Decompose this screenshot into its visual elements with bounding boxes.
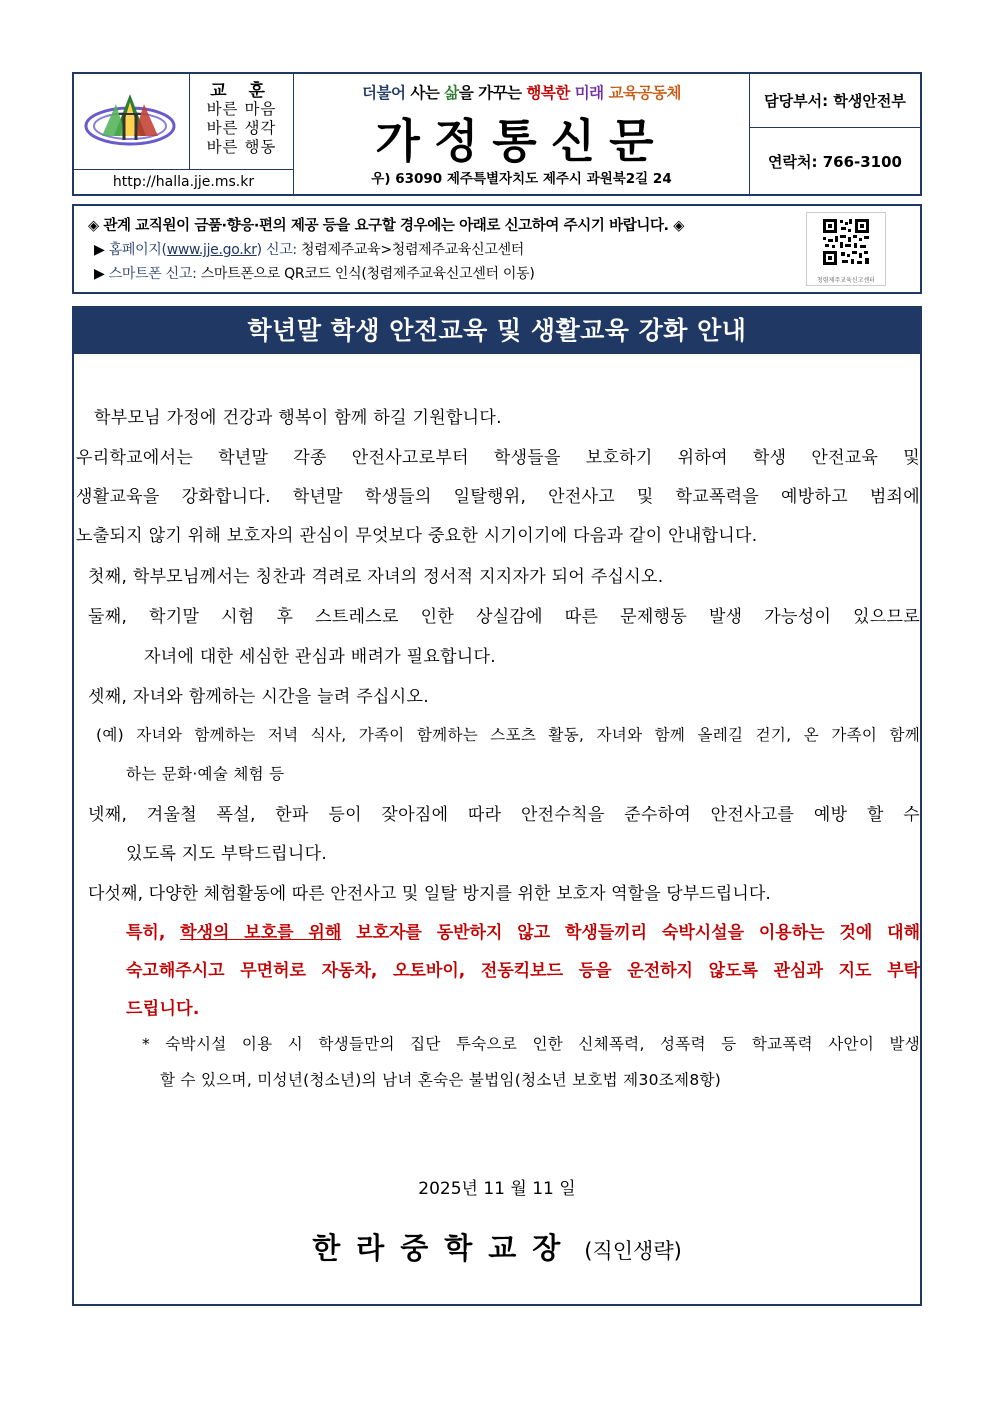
item-fourth-cont: 있도록 지도 부탁드립니다. [126,844,328,864]
item-fifth: 다섯째, 다양한 체험활동에 따른 안전사고 및 일탈 방지를 위한 보호자 역할을 당부드립니다. [88,884,771,904]
arrow-icon: ▶ [94,266,109,282]
item-second: 둘째, 학기말 시험 후 스트레스로 인한 상실감에 따른 문제행동 발생 가능성이 있으므로 [88,607,920,627]
item-third: 셋째, 자녀와 함께하는 시간을 늘려 주십시오. [88,687,429,707]
slogan-word: 삶 [444,84,459,102]
newsletter-title: 가정통신문 [375,114,668,168]
item-first: 첫째, 학부모님께서는 칭찬과 격려로 자녀의 정서적 지지자가 되어 주십시오. [88,567,664,587]
report-notice-box [72,204,922,294]
slogan-word: 사는 [405,84,445,102]
notice-title: 학년말 학생 안전교육 및 생활교육 강화 안내 [74,308,920,354]
example-line-cont: 하는 문화·예술 체험 등 [126,765,285,783]
report-smartphone-line [94,263,535,283]
emphasis-line [126,918,920,943]
smartphone-label: 스마트폰 신고: [108,266,201,282]
newsletter-title-block [294,74,750,196]
intro-line: 우리학교에서는 학년말 각종 안전사고로부터 학생들을 보호하기 위하여 학생 안전교육 및 [76,448,920,468]
slogan [294,81,749,103]
slogan-word: 미래 [569,84,609,102]
homepage-label-end: ) 신고: [256,242,301,258]
motto-line: 바른 행동 [206,138,277,156]
homepage-link[interactable]: www.jje.go.kr [166,242,257,258]
emphasis-line: 숙고해주시고 무면허로 자동차, 오토바이, 전동킥보드 등을 운전하지 않도록 관심과 지도 부탁 [126,961,920,981]
motto-title: 교 훈 [210,81,273,101]
notice-body [72,306,922,1306]
signature-block [74,1226,920,1267]
newsletter-header [72,72,922,196]
qr-caption: 청렴제주교육신고센터 [817,277,875,284]
slogan-word: 더불어 [362,84,406,102]
greeting: 학부모님 가정에 건강과 행복이 함께 하길 기원합니다. [94,408,502,428]
homepage-path: 청렴제주교육>청렴제주교육신고센터 [301,242,525,258]
report-homepage-line [94,239,524,259]
arrow-icon: ▶ [94,242,109,258]
contact-phone: 연락처: 766-3100 [768,153,902,171]
school-url[interactable]: http://halla.jje.ms.kr [74,170,294,196]
example-line: (예) 자녀와 함께하는 저녁 식사, 가족이 함께하는 스포츠 활동, 자녀와 함께 올레길 걷기, 온 가족이 함께 [96,726,920,744]
motto-line: 바른 생각 [206,119,277,137]
report-warning: ◈ 관계 교직원이 금품·향응·편의 제공 등을 요구할 경우에는 아래로 신고하여 주시기 바랍니다. ◈ [88,218,685,234]
smartphone-text: 스마트폰으로 QR코드 인식(청렴제주교육신고센터 이동) [200,266,535,282]
school-address: 우) 63090 제주특별자치도 제주시 과원북2길 24 [371,171,672,187]
item-second-cont: 자녀에 대한 세심한 관심과 배려가 필요합니다. [144,647,496,667]
intro-line: 노출되지 않기 위해 보호자의 관심이 무엇보다 중요한 시기이기에 다음과 같이 안내합니다. [76,526,758,546]
seal-note: (직인생략) [584,1239,682,1263]
department: 담당부서: 학생안전부 [750,74,920,128]
emphasis-prefix: 특히, [126,923,181,943]
school-logo [74,74,190,170]
issue-date: 2025년 11 월 11 일 [418,1179,576,1199]
school-motto [190,74,294,170]
motto-line: 바른 마음 [206,100,277,118]
homepage-label: 홈페이지( [108,242,167,258]
intro-line: 생활교육을 강화합니다. 학년말 학생들의 일탈행위, 안전사고 및 학교폭력을 예방하고 범죄에 [76,487,920,507]
slogan-word: 교육공동체 [608,84,681,102]
slogan-word: 행복한 [526,84,570,102]
principal-title: 한라중학교장 [312,1231,577,1265]
footnote-cont: 할 수 있으며, 미성년(청소년)의 남녀 혼숙은 불법임(청소년 보호법 제30조제8항) [160,1071,722,1089]
emphasis-line: 드립니다. [126,999,200,1019]
footnote: * 숙박시설 이용 시 학생들만의 집단 투숙으로 인한 신체폭력, 성폭력 등 학교폭력 사안이 발생 [142,1035,920,1053]
emphasis-text: 보호자를 동반하지 않고 학생들끼리 숙박시설을 이용하는 것에 대해 [341,923,920,943]
slogan-word: 을 가꾸는 [458,84,527,102]
item-fourth: 넷째, 겨울철 폭설, 한파 등이 잦아짐에 따라 안전수칙을 준수하여 안전사고를 예방 할 수 [88,805,920,825]
emphasis-underlined: 학생의 보호를 위해 [180,923,342,943]
qr-code-icon[interactable] [806,212,886,286]
